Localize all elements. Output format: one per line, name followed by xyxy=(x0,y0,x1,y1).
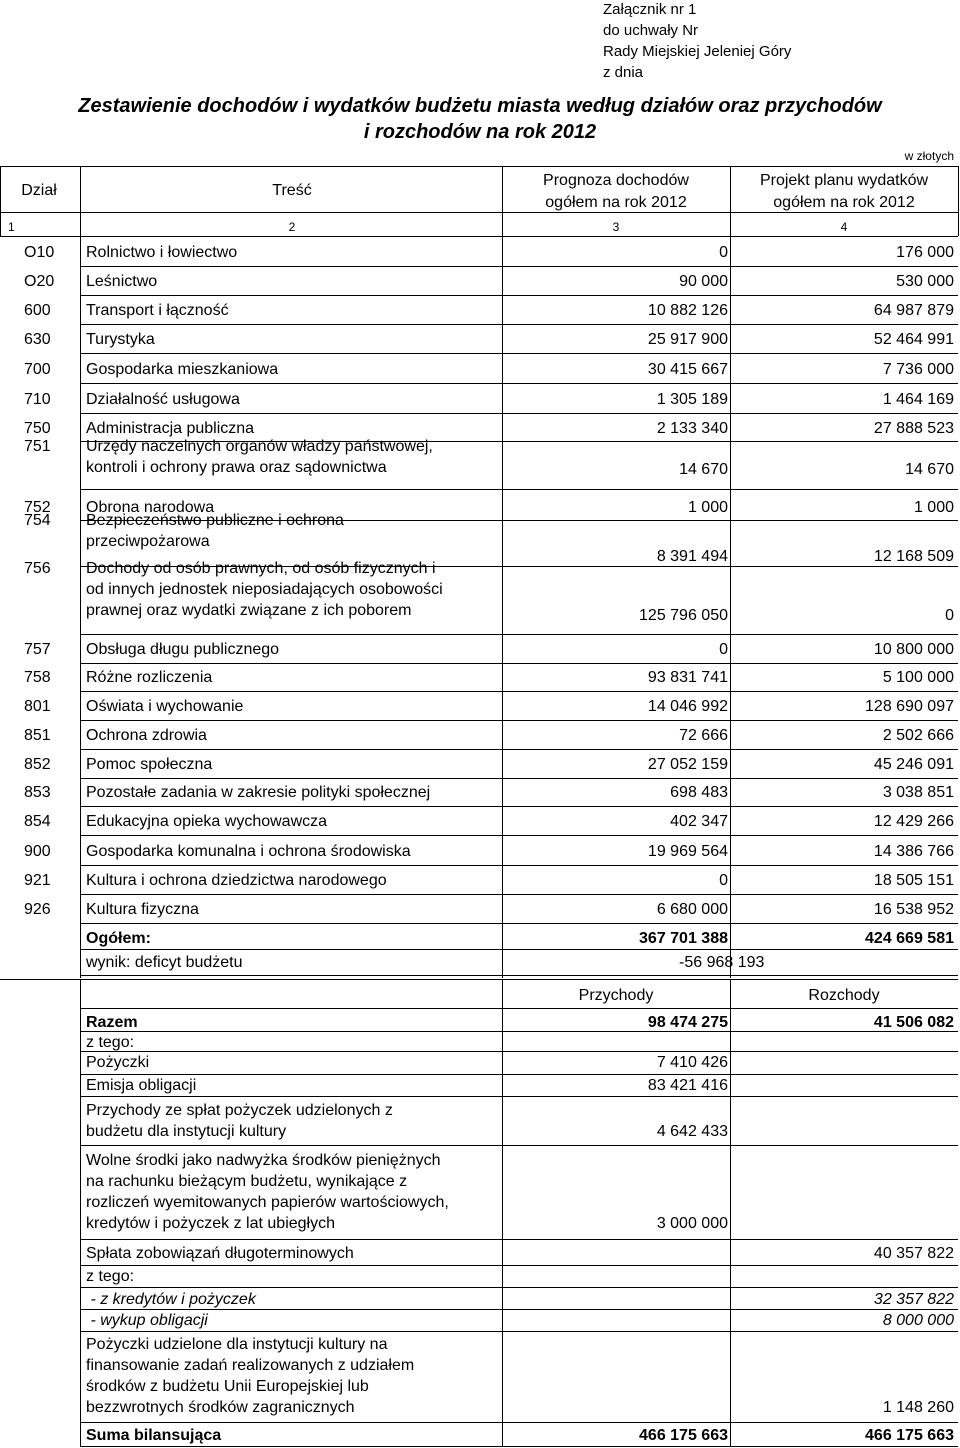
row-expense: 27 888 523 xyxy=(873,420,954,437)
row-expense: 1 464 169 xyxy=(882,391,954,408)
row-expense: 7 736 000 xyxy=(882,361,954,378)
row-name: prawnej oraz wydatki związane z ich poborem xyxy=(86,602,412,619)
column-number: 4 xyxy=(840,220,848,234)
row-rule xyxy=(80,691,958,692)
flow-rule xyxy=(80,1331,958,1332)
row-income: 90 000 xyxy=(679,273,728,290)
row-name: od innych jednostek nieposiadających osobowości xyxy=(86,581,443,598)
flow-name: Razem xyxy=(86,1014,138,1031)
row-expense: 2 502 666 xyxy=(882,727,954,744)
row-code: 630 xyxy=(24,331,51,348)
row-name: Urzędy naczelnych organów władzy państwowej, xyxy=(86,438,433,455)
flow-name: z tego: xyxy=(86,1034,135,1051)
row-code: 851 xyxy=(24,727,51,744)
row-name: Pozostałe zadania w zakresie polityki społecznej xyxy=(86,784,431,801)
row-expense: 530 000 xyxy=(896,273,954,290)
row-income: 14 670 xyxy=(679,461,728,478)
row-code: 754 xyxy=(24,512,51,529)
flow-expense: 8 000 000 xyxy=(882,1312,954,1329)
header-projekt: Projekt planu wydatków xyxy=(759,172,929,189)
row-expense: 52 464 991 xyxy=(873,331,954,348)
column-line xyxy=(80,236,81,978)
flow-name: Pożyczki udzielone dla instytucji kultury na xyxy=(86,1336,388,1353)
flow-rule xyxy=(80,1051,958,1052)
row-rule xyxy=(80,835,958,836)
flow-name: bezzwrotnych środków zagranicznych xyxy=(86,1399,355,1416)
row-code: 750 xyxy=(24,420,51,437)
row-name: Edukacyjna opieka wychowawcza xyxy=(86,813,328,830)
row-income: 1 000 xyxy=(687,499,728,516)
row-rule xyxy=(80,865,958,866)
row-expense: 176 000 xyxy=(896,244,954,261)
flow-rule xyxy=(80,1096,958,1097)
column-line xyxy=(0,166,1,236)
row-name: Gospodarka komunalna i ochrona środowiska xyxy=(86,843,411,860)
row-income: 0 xyxy=(719,244,728,261)
row-code: 801 xyxy=(24,698,51,715)
row-name: Pomoc społeczna xyxy=(86,756,213,773)
row-income: 0 xyxy=(719,872,728,889)
flow-income: 7 410 426 xyxy=(656,1054,728,1071)
annex-line: do uchwały Nr xyxy=(603,22,699,39)
row-expense: 128 690 097 xyxy=(865,698,954,715)
row-name: Działalność usługowa xyxy=(86,391,240,408)
row-income: 72 666 xyxy=(679,727,728,744)
row-name: Oświata i wychowanie xyxy=(86,698,244,715)
flow-name: środków z budżetu Unii Europejskiej lub xyxy=(86,1378,369,1395)
row-expense: 12 168 509 xyxy=(873,548,954,565)
row-code: 752 xyxy=(24,499,51,516)
row-income: 10 882 126 xyxy=(647,302,728,319)
row-rule xyxy=(80,266,958,267)
row-code: 751 xyxy=(24,438,51,455)
row-rule xyxy=(80,634,958,635)
row-expense: 64 987 879 xyxy=(873,302,954,319)
total-rule xyxy=(80,949,958,950)
row-rule xyxy=(80,720,958,721)
annex-line: Załącznik nr 1 xyxy=(603,1,697,18)
row-name: Leśnictwo xyxy=(86,273,158,290)
header-tresc: Treść xyxy=(272,182,312,199)
flow-income: 3 000 000 xyxy=(656,1215,728,1232)
flow-name: Wolne środki jako nadwyżka środków pieniężnych xyxy=(86,1152,441,1169)
flow-rule xyxy=(80,1309,958,1310)
row-code: 854 xyxy=(24,813,51,830)
flow-name: Przychody ze spłat pożyczek udzielonych z xyxy=(86,1102,393,1119)
row-code: 926 xyxy=(24,901,51,918)
flow-name: - z kredytów i pożyczek xyxy=(86,1291,256,1308)
row-rule xyxy=(80,383,958,384)
column-line xyxy=(502,979,503,1446)
row-code: 852 xyxy=(24,756,51,773)
row-name: Transport i łączność xyxy=(86,302,229,319)
row-expense: 45 246 091 xyxy=(873,756,954,773)
row-rule xyxy=(80,894,958,895)
rule-line xyxy=(0,212,958,213)
row-rule xyxy=(80,353,958,354)
row-income: 698 483 xyxy=(670,784,728,801)
row-expense: 14 386 766 xyxy=(873,843,954,860)
column-line xyxy=(80,166,81,236)
flows-header-income: Przychody xyxy=(578,987,654,1004)
row-code: O10 xyxy=(24,244,55,261)
total-income: 367 701 388 xyxy=(639,930,728,947)
flow-expense: 32 357 822 xyxy=(873,1291,954,1308)
flow-name: budżetu dla instytucji kultury xyxy=(86,1123,287,1140)
row-expense: 5 100 000 xyxy=(882,669,954,686)
flow-rule xyxy=(80,1287,958,1288)
row-name: przeciwpożarowa xyxy=(86,533,210,550)
row-code: 758 xyxy=(24,669,51,686)
total-label: Ogółem: xyxy=(86,930,151,947)
row-income: 30 415 667 xyxy=(647,361,728,378)
flow-rule xyxy=(80,1265,958,1266)
header-dzial: Dział xyxy=(21,182,57,199)
flow-name: Emisja obligacji xyxy=(86,1077,197,1094)
flow-name: rozliczeń wyemitowanych papierów wartościowych, xyxy=(86,1194,449,1211)
flows-header-rule xyxy=(80,1008,958,1009)
row-income: 0 xyxy=(719,641,728,658)
row-income: 27 052 159 xyxy=(647,756,728,773)
page-title: Zestawienie dochodów i wydatków budżetu miasta według działów oraz przychodów xyxy=(78,95,882,117)
row-name: kontroli i ochrony prawa oraz sądownictwa xyxy=(86,459,387,476)
row-name: Administracja publiczna xyxy=(86,420,255,437)
flows-header-expense: Rozchody xyxy=(808,987,880,1004)
row-code: 710 xyxy=(24,391,51,408)
header-prognoza: ogółem na rok 2012 xyxy=(545,194,687,211)
row-income: 14 046 992 xyxy=(647,698,728,715)
flow-expense: 40 357 822 xyxy=(873,1245,954,1262)
section-rule xyxy=(0,979,958,980)
unit-label: w złotych xyxy=(904,149,954,163)
deficit-value: -56 968 193 xyxy=(679,954,765,971)
flow-name: Pożyczki xyxy=(86,1054,150,1071)
row-name: Turystyka xyxy=(86,331,155,348)
row-name: Kultura i ochrona dziedzictwa narodowego xyxy=(86,872,387,889)
row-rule xyxy=(80,806,958,807)
header-projekt: ogółem na rok 2012 xyxy=(773,194,915,211)
row-income: 6 680 000 xyxy=(656,901,728,918)
flow-income: 4 642 433 xyxy=(656,1123,728,1140)
flow-rule xyxy=(80,1074,958,1075)
row-name: Gospodarka mieszkaniowa xyxy=(86,361,279,378)
flow-expense: 466 175 663 xyxy=(865,1427,954,1444)
flow-rule xyxy=(80,1239,958,1240)
row-name: Obrona narodowa xyxy=(86,499,215,516)
flow-income: 83 421 416 xyxy=(647,1077,728,1094)
column-number: 1 xyxy=(8,220,15,234)
flow-name: Suma bilansująca xyxy=(86,1427,222,1444)
flow-name: z tego: xyxy=(86,1268,135,1285)
row-name: Ochrona zdrowia xyxy=(86,727,207,744)
row-code: 757 xyxy=(24,641,51,658)
row-rule xyxy=(80,295,958,296)
flow-income: 466 175 663 xyxy=(639,1427,728,1444)
row-code: 853 xyxy=(24,784,51,801)
row-rule xyxy=(80,413,958,414)
annex-line: z dnia xyxy=(603,64,644,81)
column-number: 3 xyxy=(612,220,620,234)
page-title: i rozchodów na rok 2012 xyxy=(363,121,597,143)
row-expense: 10 800 000 xyxy=(873,641,954,658)
column-line xyxy=(958,166,959,236)
annex-line: Rady Miejskiej Jeleniej Góry xyxy=(603,43,792,60)
flow-rule xyxy=(80,1031,958,1032)
row-name: Różne rozliczenia xyxy=(86,669,213,686)
column-line xyxy=(502,166,503,236)
row-income: 402 347 xyxy=(670,813,728,830)
row-rule xyxy=(80,489,958,490)
row-income: 19 969 564 xyxy=(647,843,728,860)
flow-name: finansowanie zadań realizowanych z udziałem xyxy=(86,1357,415,1374)
column-line xyxy=(730,166,731,236)
flow-expense: 41 506 082 xyxy=(873,1014,954,1031)
row-code: 756 xyxy=(24,560,51,577)
row-rule xyxy=(80,923,958,924)
row-code: 700 xyxy=(24,361,51,378)
row-expense: 3 038 851 xyxy=(882,784,954,801)
column-line xyxy=(502,236,503,978)
row-expense: 18 505 151 xyxy=(873,872,954,889)
deficit-label: wynik: deficyt budżetu xyxy=(86,954,243,971)
row-name: Dochody od osób prawnych, od osób fizycznych i xyxy=(86,560,436,577)
row-name: Rolnictwo i łowiectwo xyxy=(86,244,238,261)
row-code: 600 xyxy=(24,302,51,319)
total-expense: 424 669 581 xyxy=(865,930,954,947)
column-number: 2 xyxy=(288,220,296,234)
row-income: 25 917 900 xyxy=(647,331,728,348)
flow-name: kredytów i pożyczek z lat ubiegłych xyxy=(86,1215,335,1232)
row-rule xyxy=(80,778,958,779)
deficit-rule xyxy=(80,975,958,976)
column-line xyxy=(730,236,731,978)
column-line xyxy=(730,979,731,1446)
flow-expense: 1 148 260 xyxy=(882,1399,954,1416)
row-code: 921 xyxy=(24,872,51,889)
row-name: Bezpieczeństwo publiczne i ochrona xyxy=(86,512,344,529)
row-rule xyxy=(80,663,958,664)
column-line xyxy=(80,979,81,1446)
row-income: 2 133 340 xyxy=(656,420,728,437)
rule-line xyxy=(0,236,958,237)
row-expense: 16 538 952 xyxy=(873,901,954,918)
row-expense: 12 429 266 xyxy=(873,813,954,830)
row-income: 8 391 494 xyxy=(656,548,728,565)
row-expense: 0 xyxy=(945,607,954,624)
row-expense: 14 670 xyxy=(905,461,954,478)
row-name: Kultura fizyczna xyxy=(86,901,199,918)
row-rule xyxy=(80,749,958,750)
row-rule xyxy=(80,324,958,325)
row-income: 1 305 189 xyxy=(656,391,728,408)
row-expense: 1 000 xyxy=(913,499,954,516)
flow-income: 98 474 275 xyxy=(647,1014,728,1031)
row-income: 125 796 050 xyxy=(639,607,728,624)
flow-rule xyxy=(80,1145,958,1146)
flow-name: Spłata zobowiązań długoterminowych xyxy=(86,1245,354,1262)
flow-name: - wykup obligacji xyxy=(86,1312,208,1329)
row-code: 900 xyxy=(24,843,51,860)
row-code: O20 xyxy=(24,273,55,290)
flow-name: na rachunku bieżącym budżetu, wynikające z xyxy=(86,1173,408,1190)
flow-rule xyxy=(80,1446,958,1447)
header-prognoza: Prognoza dochodów xyxy=(543,172,689,189)
rule-line xyxy=(0,166,958,167)
flow-rule xyxy=(80,1422,958,1423)
row-income: 93 831 741 xyxy=(647,669,728,686)
row-name: Obsługa długu publicznego xyxy=(86,641,280,658)
